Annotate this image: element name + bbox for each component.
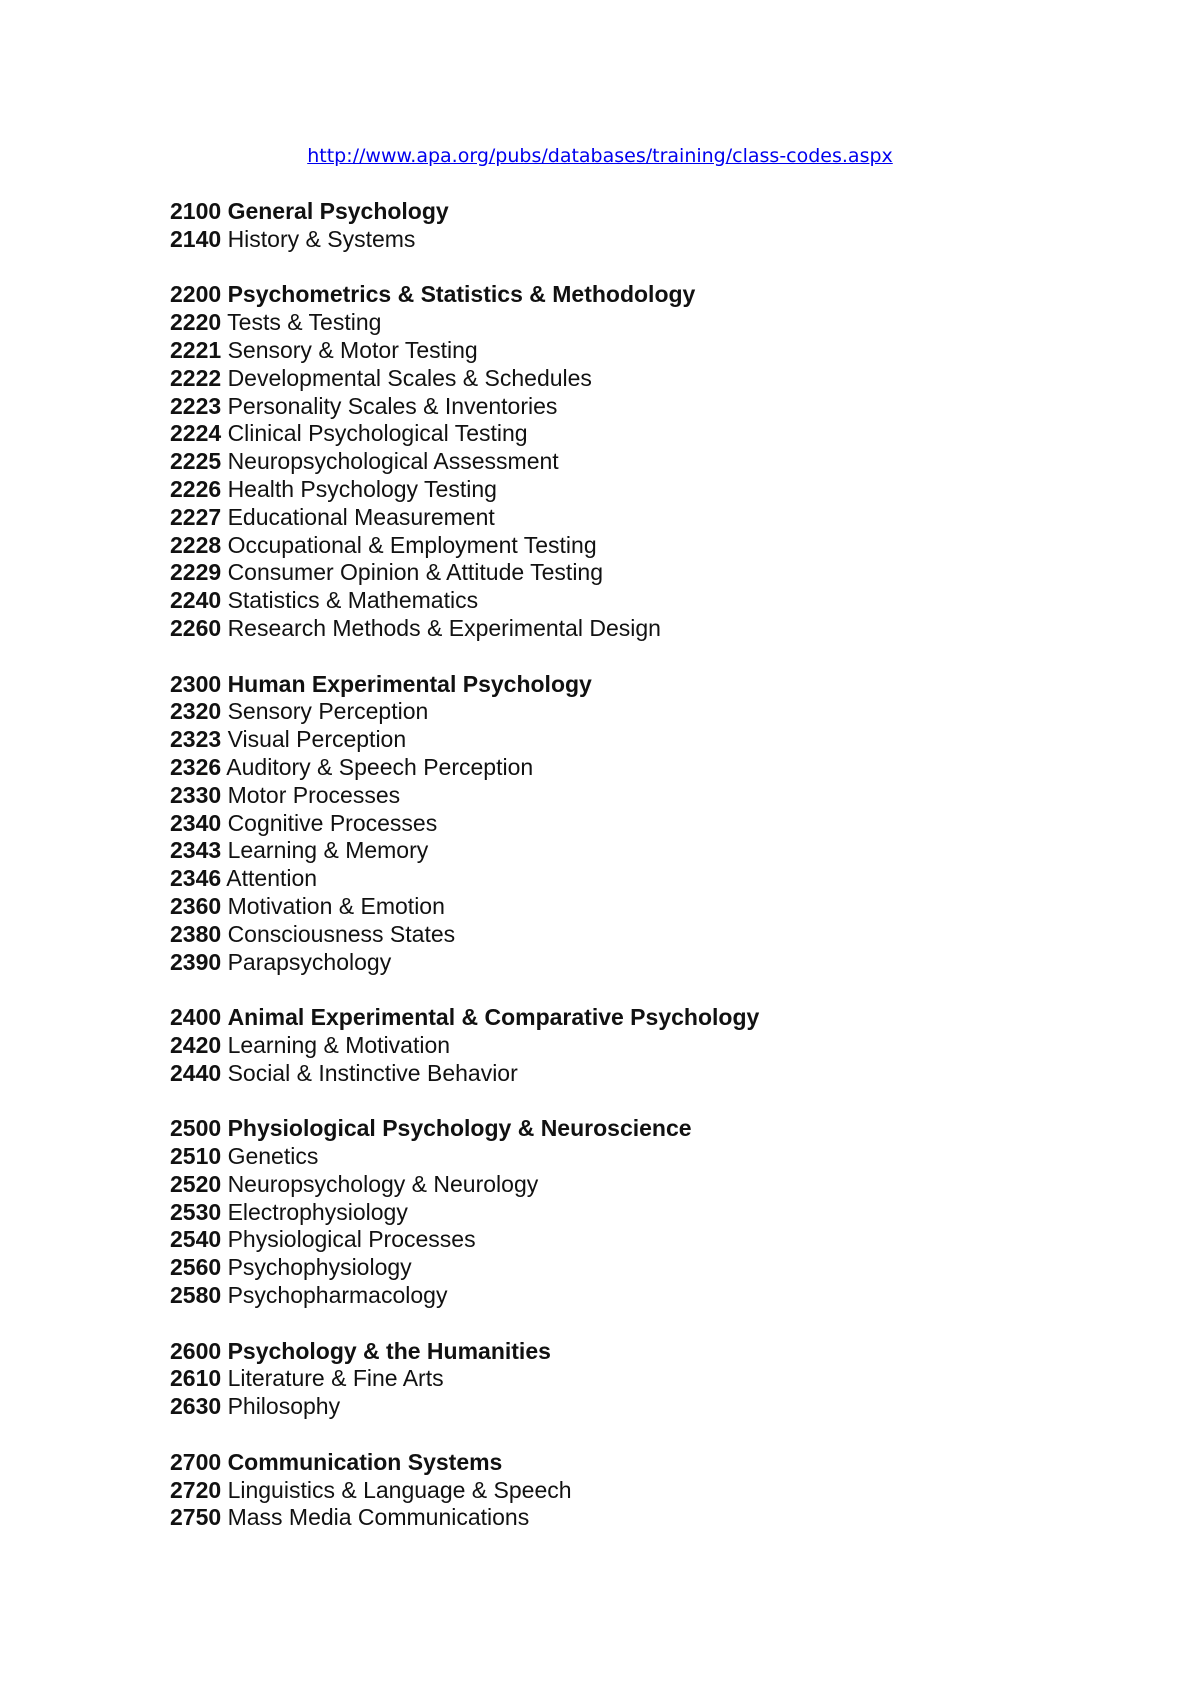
class-code-label: Motivation & Emotion xyxy=(227,892,445,919)
code-entry xyxy=(170,837,1130,865)
class-code-label: Tests & Testing xyxy=(227,309,382,336)
class-code-number: 2630 xyxy=(170,1393,222,1420)
code-entry xyxy=(170,1171,1130,1199)
section-heading xyxy=(170,1449,1130,1477)
section-heading xyxy=(170,1338,1130,1366)
section-heading xyxy=(170,671,1130,699)
class-code-number: 2530 xyxy=(170,1198,222,1225)
class-code-label: Neuropsychology & Neurology xyxy=(227,1170,539,1197)
code-entry xyxy=(170,726,1130,754)
code-entry xyxy=(170,1032,1130,1060)
class-code-number: 2320 xyxy=(170,698,222,725)
class-code-number: 2346 xyxy=(170,865,222,892)
code-section xyxy=(170,1115,1130,1310)
code-entry xyxy=(170,559,1130,587)
class-code-label: Research Methods & Experimental Design xyxy=(227,614,661,641)
class-code-label: Visual Perception xyxy=(227,726,407,753)
class-code-label: Clinical Psychological Testing xyxy=(227,420,528,447)
code-entry xyxy=(170,615,1130,643)
code-entry xyxy=(170,865,1130,893)
class-code-label: General Psychology xyxy=(227,198,449,224)
code-entry xyxy=(170,448,1130,476)
class-code-label: Cognitive Processes xyxy=(227,809,438,836)
class-code-number: 2510 xyxy=(170,1143,222,1170)
code-entry xyxy=(170,1254,1130,1282)
class-code-label: Consciousness States xyxy=(227,920,456,947)
class-code-label: Linguistics & Language & Speech xyxy=(227,1476,572,1503)
class-code-number: 2229 xyxy=(170,559,222,586)
class-code-number: 2226 xyxy=(170,475,222,502)
code-section xyxy=(170,1338,1130,1421)
class-code-number: 2500 xyxy=(170,1115,222,1142)
code-entry xyxy=(170,1226,1130,1254)
code-entry xyxy=(170,420,1130,448)
class-code-number: 2227 xyxy=(170,503,222,530)
section-heading xyxy=(170,1115,1130,1143)
class-code-number: 2380 xyxy=(170,920,222,947)
class-code-label: Developmental Scales & Schedules xyxy=(227,364,592,391)
class-code-label: Consumer Opinion & Attitude Testing xyxy=(227,559,604,586)
class-code-number: 2223 xyxy=(170,392,222,419)
class-code-label: Statistics & Mathematics xyxy=(227,587,479,614)
class-code-label: Psychometrics & Statistics & Methodology xyxy=(227,281,696,308)
class-code-label: Attention xyxy=(226,865,318,892)
class-code-number: 2420 xyxy=(170,1031,222,1058)
class-code-number: 2100 xyxy=(170,198,222,224)
class-code-number: 2560 xyxy=(170,1254,222,1281)
code-entry xyxy=(170,337,1130,365)
section-heading xyxy=(170,281,1130,309)
class-code-number: 2750 xyxy=(170,1504,222,1531)
code-entry xyxy=(170,949,1130,977)
code-entry xyxy=(170,1393,1130,1421)
code-entry xyxy=(170,1143,1130,1171)
class-code-label: Psychology & the Humanities xyxy=(227,1337,551,1364)
code-entry xyxy=(170,782,1130,810)
class-code-number: 2360 xyxy=(170,892,222,919)
code-section xyxy=(170,1449,1130,1532)
class-code-label: Literature & Fine Arts xyxy=(227,1365,444,1392)
code-entry xyxy=(170,1504,1130,1532)
code-entry xyxy=(170,1477,1130,1505)
class-code-number: 2600 xyxy=(170,1337,222,1364)
class-code-number: 2323 xyxy=(170,726,222,753)
class-code-label: Psychopharmacology xyxy=(227,1282,448,1309)
class-code-number: 2720 xyxy=(170,1476,222,1503)
code-entry xyxy=(170,587,1130,615)
code-entry xyxy=(170,393,1130,421)
class-code-number: 2440 xyxy=(170,1059,222,1086)
class-code-number: 2240 xyxy=(170,587,222,614)
code-entry xyxy=(170,226,1130,254)
code-entry xyxy=(170,1282,1130,1310)
class-code-label: Educational Measurement xyxy=(227,503,495,530)
class-code-label: Mass Media Communications xyxy=(227,1504,530,1531)
class-code-label: Animal Experimental & Comparative Psychology xyxy=(227,1004,760,1031)
class-code-label: Health Psychology Testing xyxy=(227,475,497,502)
code-entry xyxy=(170,504,1130,532)
section-heading xyxy=(170,1004,1130,1032)
section-heading xyxy=(170,198,1130,226)
code-entry xyxy=(170,893,1130,921)
class-code-label: Learning & Memory xyxy=(227,837,429,864)
classification-code-list xyxy=(170,198,1130,1560)
class-code-number: 2222 xyxy=(170,364,222,391)
code-entry xyxy=(170,365,1130,393)
class-code-label: Communication Systems xyxy=(227,1448,503,1475)
code-entry xyxy=(170,476,1130,504)
code-entry xyxy=(170,698,1130,726)
class-code-label: Sensory & Motor Testing xyxy=(227,336,478,363)
code-section xyxy=(170,198,1130,254)
class-code-number: 2220 xyxy=(170,309,222,336)
class-code-number: 2200 xyxy=(170,281,222,308)
code-entry xyxy=(170,810,1130,838)
class-code-label: Sensory Perception xyxy=(227,698,429,725)
code-section xyxy=(170,1004,1130,1087)
class-code-number: 2540 xyxy=(170,1226,222,1253)
class-code-label: Social & Instinctive Behavior xyxy=(227,1059,518,1086)
class-code-number: 2225 xyxy=(170,448,222,475)
class-code-label: Occupational & Employment Testing xyxy=(227,531,597,558)
class-code-label: History & Systems xyxy=(227,225,416,252)
class-code-label: Learning & Motivation xyxy=(227,1031,451,1058)
code-entry xyxy=(170,921,1130,949)
class-code-number: 2228 xyxy=(170,531,222,558)
class-code-label: Physiological Psychology & Neuroscience xyxy=(227,1115,692,1142)
class-code-number: 2390 xyxy=(170,948,222,975)
class-code-number: 2520 xyxy=(170,1170,222,1197)
class-code-label: Neuropsychological Assessment xyxy=(227,448,559,475)
class-code-label: Motor Processes xyxy=(227,781,401,808)
code-section xyxy=(170,281,1130,642)
code-entry xyxy=(170,532,1130,560)
class-code-number: 2700 xyxy=(170,1448,222,1475)
class-code-label: Genetics xyxy=(227,1143,319,1170)
source-url-link[interactable]: http://www.apa.org/pubs/databases/training/class-codes.aspx xyxy=(307,145,893,167)
class-code-number: 2610 xyxy=(170,1365,222,1392)
class-code-number: 2140 xyxy=(170,225,222,252)
class-code-label: Human Experimental Psychology xyxy=(227,670,592,697)
code-entry xyxy=(170,1199,1130,1227)
class-code-number: 2326 xyxy=(170,753,222,780)
class-code-number: 2580 xyxy=(170,1282,222,1309)
class-code-label: Auditory & Speech Perception xyxy=(226,753,534,780)
class-code-number: 2343 xyxy=(170,837,222,864)
code-entry xyxy=(170,309,1130,337)
class-code-number: 2400 xyxy=(170,1004,222,1031)
class-code-label: Electrophysiology xyxy=(227,1198,408,1225)
class-code-label: Psychophysiology xyxy=(227,1254,412,1281)
class-code-label: Personality Scales & Inventories xyxy=(227,392,558,419)
class-code-number: 2340 xyxy=(170,809,222,836)
class-code-number: 2260 xyxy=(170,614,222,641)
class-code-number: 2224 xyxy=(170,420,222,447)
class-code-number: 2300 xyxy=(170,670,222,697)
class-code-number: 2330 xyxy=(170,781,222,808)
class-code-number: 2221 xyxy=(170,336,222,363)
class-code-label: Parapsychology xyxy=(227,948,392,975)
class-code-label: Philosophy xyxy=(227,1393,341,1420)
code-entry xyxy=(170,1365,1130,1393)
code-entry xyxy=(170,1060,1130,1088)
code-entry xyxy=(170,754,1130,782)
class-code-label: Physiological Processes xyxy=(227,1226,476,1253)
code-section xyxy=(170,671,1130,977)
